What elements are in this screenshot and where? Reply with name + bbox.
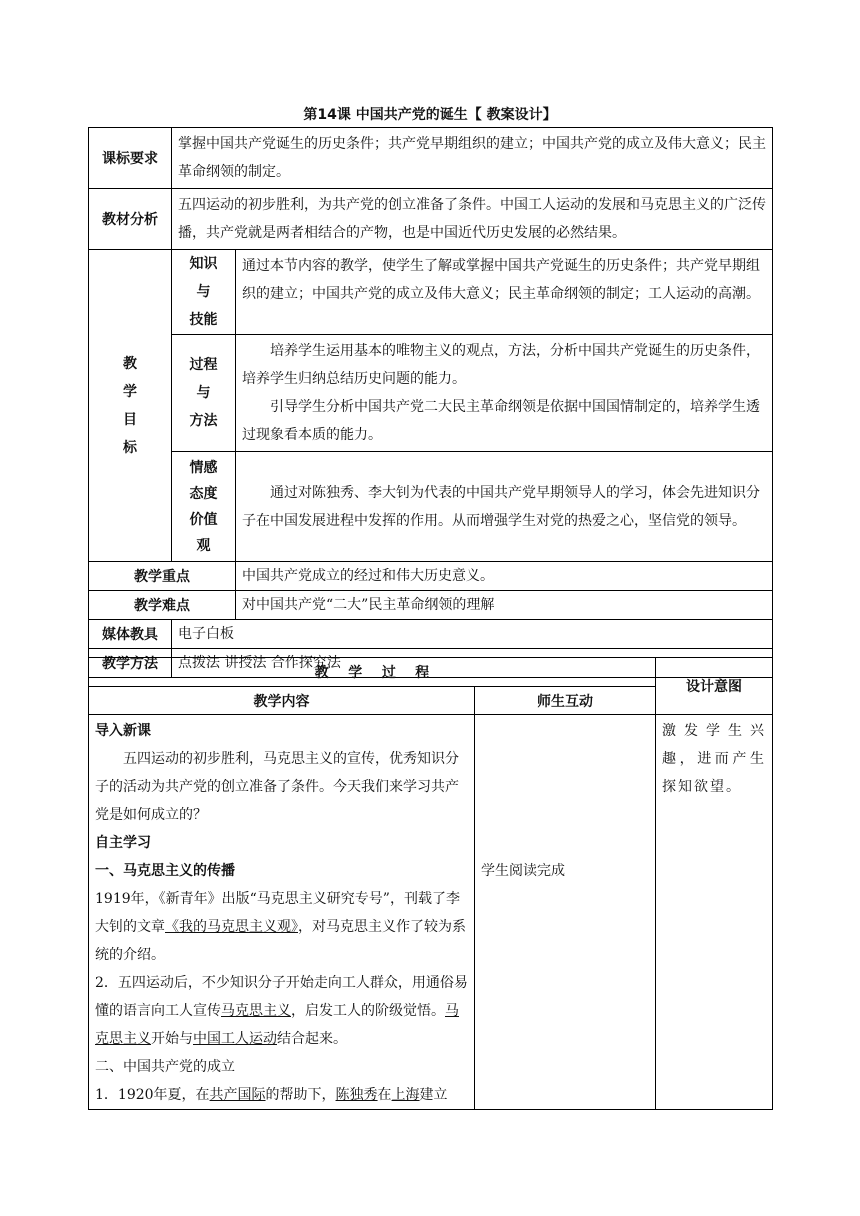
page-title: 第14课 中国共产党的诞生【 教案设计】 bbox=[303, 107, 557, 123]
analysis-label: 教材分析 bbox=[89, 189, 172, 250]
method-text: 点拨法 讲授法 合作探究法 bbox=[172, 649, 773, 678]
req-label: 课标要求 bbox=[89, 128, 172, 189]
section-heading: 一、马克思主义的传播 bbox=[95, 863, 235, 879]
difficulty-text: 对中国共产党“二大”民主革命纲领的理解 bbox=[236, 591, 773, 620]
paragraph: 2．五四运动后，不少知识分子开始走向工人群众，用通俗易懂的语言向工人宣传马克思主义，启发工人的阶级觉悟。马克思主义开始与中国工人运动结合起来。 bbox=[95, 975, 468, 1047]
knowledge-text: 通过本节内容的教学，使学生了解或掌握中国共产党诞生的历史条件；共产党早期组织的建立；中国共产党的成立及伟大意义；民主革命纲领的制定；工人运动的高潮。 bbox=[236, 250, 773, 335]
emotion-text: 通过对陈独秀、李大钊为代表的中国共产党早期领导人的学习，体会先进知识分子在中国发展进程中发挥的作用。从而增强学生对党的热爱之心，坚信党的领导。 bbox=[236, 452, 773, 562]
intro-heading: 导入新课 bbox=[95, 723, 151, 739]
process-label: 过程 与 方法 bbox=[172, 335, 236, 452]
media-label: 媒体教具 bbox=[89, 620, 172, 649]
lesson-info-table bbox=[88, 127, 773, 678]
knowledge-label: 知识 与 技能 bbox=[172, 250, 236, 335]
interact-col-header: 师生互动 bbox=[475, 687, 656, 715]
focus-text: 中国共产党成立的经过和伟大历史意义。 bbox=[236, 562, 773, 591]
analysis-text: 五四运动的初步胜利，为共产党的创立准备了条件。中国工人运动的发展和马克思主义的广泛传播，共产党就是两者相结合的产物，也是中国近代历史发展的必然结果。 bbox=[172, 189, 773, 250]
section-heading: 二、中国共产党的成立 bbox=[95, 1059, 235, 1075]
req-text: 掌握中国共产党诞生的历史条件；共产党早期组织的建立；中国共产党的成立及伟大意义；民主革命纲领的制定。 bbox=[172, 128, 773, 189]
design-cell: 激发学生兴趣，进而产生探知欲望。 bbox=[656, 715, 773, 1110]
process-paragraph: 培养学生运用基本的唯物主义的观点，方法，分析中国共产党诞生的历史条件，培养学生归纳总结历史问题的能力。 bbox=[242, 343, 760, 387]
paragraph: 1．1920年夏，在共产国际的帮助下，陈独秀在上海建立 bbox=[95, 1087, 448, 1103]
content-cell bbox=[89, 715, 475, 1110]
difficulty-label: 教学难点 bbox=[89, 591, 236, 620]
emotion-label: 情感 态度 价值 观 bbox=[172, 452, 236, 562]
interact-cell: 学生阅读完成 bbox=[475, 715, 656, 1110]
method-label: 教学方法 bbox=[89, 649, 172, 678]
process-header: 教 学 过 程 bbox=[89, 658, 656, 687]
teaching-process-table bbox=[88, 657, 773, 1110]
goals-label: 教 学 目 标 bbox=[89, 250, 172, 562]
media-text: 电子白板 bbox=[172, 620, 773, 649]
content-col-header: 教学内容 bbox=[89, 687, 475, 715]
self-study-heading: 自主学习 bbox=[95, 835, 151, 851]
design-intent-header: 设计意图 bbox=[656, 658, 773, 715]
process-paragraph: 引导学生分析中国共产党二大民主革命纲领是依据中国国情制定的，培养学生透过现象看本质的能力。 bbox=[242, 399, 760, 443]
focus-label: 教学重点 bbox=[89, 562, 236, 591]
paragraph: 1919年，《新青年》出版“马克思主义研究专号”，刊载了李大钊的文章《我的马克思主义观》，对马克思主义作了较为系统的介绍。 bbox=[95, 891, 466, 963]
process-text bbox=[236, 335, 773, 452]
intro-text: 五四运动的初步胜利，马克思主义的宣传，优秀知识分子的活动为共产党的创立准备了条件。今天我们来学习共产党是如何成立的？ bbox=[95, 751, 459, 823]
